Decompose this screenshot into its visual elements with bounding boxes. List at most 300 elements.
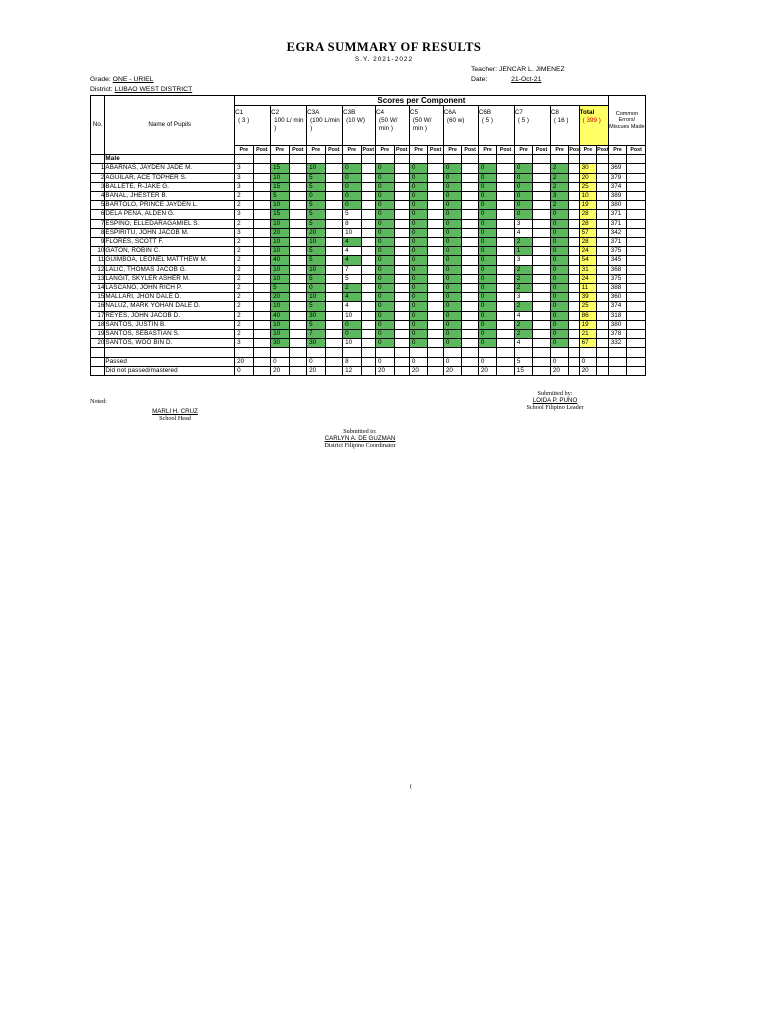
table-row (91, 302, 646, 311)
pre-header: Pre (443, 146, 462, 155)
errors-post (627, 265, 646, 274)
component-code: C1 (235, 109, 244, 116)
component-max: ( 16 ) (553, 117, 569, 125)
score-pre: 2 (235, 330, 254, 339)
score-post (289, 173, 306, 182)
score-pre: 0 (375, 210, 394, 219)
score-post (462, 192, 478, 201)
score-post (462, 284, 478, 293)
component-header (375, 106, 409, 146)
component-code: C6B (478, 109, 492, 116)
score-pre: 0 (550, 210, 569, 219)
score-pre: 0 (478, 311, 497, 320)
row-number: 1 (91, 164, 105, 173)
not-passed-row (91, 366, 646, 375)
score-post (597, 238, 609, 247)
blank-cell (443, 155, 462, 164)
score-post (533, 256, 550, 265)
table-row (91, 201, 646, 210)
score-post (253, 201, 270, 210)
score-post (361, 330, 375, 339)
component-header (550, 106, 579, 146)
score-post (569, 339, 579, 348)
score-pre: 0 (307, 284, 326, 293)
component-max: ( 5 ) (517, 117, 530, 125)
score-post (428, 302, 443, 311)
score-post (289, 256, 306, 265)
score-pre: 0 (514, 201, 533, 210)
blank-cell (91, 155, 105, 164)
noted-label: Noted: (90, 398, 107, 405)
pre-header: Pre (271, 146, 290, 155)
district-value: LUBAO WEST DISTRICT (114, 86, 193, 93)
pupil-name: ESPIRITU, JOHN JACOB M. (105, 228, 235, 237)
pre-header: Pre (579, 146, 596, 155)
score-pre: 20 (579, 173, 596, 182)
component-max: (50 W/ min ) (412, 117, 432, 133)
table-row (91, 247, 646, 256)
score-pre: 0 (375, 330, 394, 339)
component-header (478, 106, 514, 146)
blank-cell (597, 357, 609, 366)
blank-cell (361, 155, 375, 164)
row-number: 20 (91, 339, 105, 348)
score-pre: 5 (307, 201, 326, 210)
score-pre: 0 (409, 164, 428, 173)
score-pre: 10 (343, 228, 362, 237)
score-pre: 0 (343, 201, 362, 210)
blank-cell (91, 348, 105, 357)
score-pre: 0 (443, 238, 462, 247)
score-pre: 0 (443, 311, 462, 320)
score-pre: 0 (443, 228, 462, 237)
blank-cell (443, 348, 462, 357)
score-pre: 0 (514, 210, 533, 219)
blank-cell (514, 348, 533, 357)
errors-pre: 375 (608, 274, 627, 283)
score-pre: 10 (307, 293, 326, 302)
score-post (462, 293, 478, 302)
component-code: C5 (409, 109, 418, 116)
score-pre: 2 (514, 274, 533, 283)
footer-mark: ( (410, 783, 413, 790)
coordinator-name: CARLYN A. DE GUZMAN (324, 435, 396, 442)
row-number: 4 (91, 192, 105, 201)
score-post (361, 238, 375, 247)
score-pre: 28 (579, 238, 596, 247)
table-row (91, 182, 646, 191)
score-pre: 2 (550, 201, 569, 210)
score-pre: 2 (235, 284, 254, 293)
score-post (569, 256, 579, 265)
score-pre: 0 (375, 274, 394, 283)
score-pre: 2 (550, 164, 569, 173)
blank-cell (569, 366, 579, 375)
score-pre: 2 (235, 201, 254, 210)
errors-post (627, 238, 646, 247)
blank-cell (428, 357, 443, 366)
blank-cell (608, 155, 627, 164)
blank-cell (533, 366, 550, 375)
score-pre: 2 (514, 265, 533, 274)
score-post (361, 265, 375, 274)
score-pre: 20 (271, 293, 290, 302)
blank-cell (478, 155, 497, 164)
errors-pre: 371 (608, 219, 627, 228)
score-post (289, 339, 306, 348)
score-pre: 0 (375, 339, 394, 348)
score-post (361, 256, 375, 265)
score-post (462, 182, 478, 191)
score-post (325, 201, 342, 210)
pupil-name: GUIMBOA, LEONEL MATTHEW M. (105, 256, 235, 265)
teacher-line (471, 66, 565, 73)
errors-pre: 342 (608, 228, 627, 237)
score-pre: 15 (271, 164, 290, 173)
blank-cell (325, 366, 342, 375)
score-pre: 4 (343, 293, 362, 302)
score-pre: 0 (550, 247, 569, 256)
pre-header: Pre (514, 146, 533, 155)
passed-row-value: 0 (307, 357, 326, 366)
blank-cell (533, 357, 550, 366)
score-pre: 5 (307, 274, 326, 283)
school-head-role: School Head (159, 415, 191, 422)
component-header (343, 106, 376, 146)
score-post (325, 219, 342, 228)
component-header (514, 106, 550, 146)
score-post (428, 238, 443, 247)
not-passed-row-value: 15 (514, 366, 533, 375)
table-row (91, 164, 646, 173)
score-post (394, 330, 409, 339)
post-header: Post (597, 147, 609, 153)
score-post (394, 247, 409, 256)
score-pre: 10 (271, 330, 290, 339)
score-post (462, 311, 478, 320)
pupil-name: GATON, ROBIN C. (105, 247, 235, 256)
score-pre: 30 (307, 339, 326, 348)
score-post (394, 265, 409, 274)
score-post (325, 265, 342, 274)
score-pre: 0 (550, 228, 569, 237)
blank-cell (497, 155, 514, 164)
score-pre: 0 (375, 293, 394, 302)
post-header: Post (429, 147, 442, 153)
score-post (325, 192, 342, 201)
score-pre: 0 (443, 302, 462, 311)
score-pre: 40 (271, 256, 290, 265)
component-max: (100 L/min ) (310, 117, 340, 133)
score-post (253, 302, 270, 311)
errors-pre: 360 (608, 293, 627, 302)
blank-cell (394, 357, 409, 366)
post-header: Post (627, 146, 646, 155)
score-pre: 0 (343, 320, 362, 329)
score-pre: 10 (271, 274, 290, 283)
grade-value: ONE - URIEL (112, 76, 154, 83)
not-passed-row-value: 20 (409, 366, 428, 375)
not-passed-row-value: 12 (343, 366, 362, 375)
blank-cell (428, 155, 443, 164)
score-post (394, 192, 409, 201)
component-header (271, 106, 307, 146)
score-post (533, 173, 550, 182)
not-passed-row-value: 20 (375, 366, 394, 375)
score-post (497, 265, 514, 274)
score-pre: 2 (235, 320, 254, 329)
score-post (394, 173, 409, 182)
score-post (325, 210, 342, 219)
score-pre: 0 (409, 182, 428, 191)
score-post (361, 210, 375, 219)
score-post (361, 247, 375, 256)
scores-header: Scores per Component (235, 96, 609, 106)
post-header: Post (362, 147, 375, 153)
score-post (253, 284, 270, 293)
score-pre: 0 (409, 320, 428, 329)
score-pre: 0 (307, 192, 326, 201)
score-pre: 19 (579, 201, 596, 210)
blank-cell (550, 155, 569, 164)
score-pre: 0 (409, 219, 428, 228)
score-pre: 0 (550, 284, 569, 293)
pre-header: Pre (307, 146, 326, 155)
score-post (569, 192, 579, 201)
score-pre: 20 (271, 228, 290, 237)
score-pre: 0 (443, 192, 462, 201)
score-pre: 0 (409, 247, 428, 256)
score-post (533, 265, 550, 274)
score-pre: 10 (271, 247, 290, 256)
score-pre: 10 (343, 311, 362, 320)
component-max: 100 L/ min ) (274, 117, 304, 133)
score-post (533, 320, 550, 329)
post-header: Post (395, 147, 408, 153)
table-row (91, 173, 646, 182)
score-post (253, 330, 270, 339)
blank-cell (325, 155, 342, 164)
score-pre: 0 (478, 330, 497, 339)
score-post (597, 228, 609, 237)
errors-post (627, 320, 646, 329)
score-post (325, 228, 342, 237)
table-row (91, 238, 646, 247)
score-pre: 2 (235, 192, 254, 201)
table-row (91, 274, 646, 283)
page-title: EGRA SUMMARY OF RESULTS (286, 40, 482, 54)
score-pre: 25 (579, 182, 596, 191)
score-pre: 8 (343, 219, 362, 228)
score-post (289, 164, 306, 173)
score-pre: 0 (375, 173, 394, 182)
score-pre: 3 (550, 192, 569, 201)
score-pre: 0 (550, 320, 569, 329)
score-pre: 0 (443, 339, 462, 348)
score-post (289, 247, 306, 256)
post-header: Post (289, 146, 306, 155)
score-post (533, 330, 550, 339)
school-head-block (120, 408, 230, 422)
score-pre: 0 (375, 284, 394, 293)
score-post (325, 320, 342, 329)
score-post (361, 284, 375, 293)
score-pre: 0 (343, 164, 362, 173)
score-post (597, 265, 609, 274)
score-post (597, 274, 609, 283)
pupil-name: LALIC, THOMAS JACOB G. (105, 265, 235, 274)
score-post (533, 311, 550, 320)
blank-cell (361, 366, 375, 375)
score-post (597, 182, 609, 191)
errors-pre: 371 (608, 238, 627, 247)
errors-post (627, 219, 646, 228)
score-pre: 2 (235, 302, 254, 311)
blank-cell (569, 348, 579, 357)
score-post (361, 182, 375, 191)
score-pre: 2 (343, 284, 362, 293)
passed-row-value: 0 (375, 357, 394, 366)
blank-cell (627, 357, 646, 366)
score-pre: 24 (579, 247, 596, 256)
score-post (361, 311, 375, 320)
score-pre: 0 (409, 210, 428, 219)
score-pre: 0 (478, 201, 497, 210)
score-post (597, 302, 609, 311)
score-pre: 5 (307, 219, 326, 228)
score-pre: 0 (443, 320, 462, 329)
score-post (597, 201, 609, 210)
passed-row-value: 20 (235, 357, 254, 366)
score-pre: 30 (307, 311, 326, 320)
score-pre: 0 (550, 219, 569, 228)
table-row (91, 339, 646, 348)
score-pre: 0 (550, 311, 569, 320)
score-post (361, 302, 375, 311)
score-pre: 5 (271, 192, 290, 201)
score-pre: 0 (409, 228, 428, 237)
post-header: Post (533, 146, 550, 155)
blank-cell (428, 366, 443, 375)
score-pre: 15 (271, 210, 290, 219)
blank-cell (394, 366, 409, 375)
score-pre: 10 (271, 265, 290, 274)
row-number: 8 (91, 228, 105, 237)
score-pre: 5 (271, 284, 290, 293)
score-post (361, 219, 375, 228)
blank-cell (307, 348, 326, 357)
score-pre: 1 (514, 247, 533, 256)
score-post (497, 256, 514, 265)
score-post (428, 182, 443, 191)
component-max: ( 5 ) (481, 117, 494, 125)
score-post (325, 339, 342, 348)
score-post (533, 339, 550, 348)
score-pre: 2 (235, 219, 254, 228)
blank-cell (597, 155, 609, 164)
score-post (597, 311, 609, 320)
pupil-name: LASCANO, JOHN RICH P. (105, 284, 235, 293)
blank-cell (343, 348, 362, 357)
score-pre: 3 (514, 256, 533, 265)
row-number: 12 (91, 265, 105, 274)
post-header: Post (462, 146, 478, 155)
passed-row-label: Passed (105, 357, 235, 366)
score-post (597, 164, 609, 173)
score-pre: 2 (235, 238, 254, 247)
score-post (462, 256, 478, 265)
post-header: Post (325, 146, 342, 155)
score-post (569, 173, 579, 182)
score-post (462, 219, 478, 228)
score-pre: 2 (235, 265, 254, 274)
score-post (428, 210, 443, 219)
pupil-name: SANTOS, SEBASTIAN S. (105, 330, 235, 339)
errors-pre: 371 (608, 210, 627, 219)
score-post (289, 302, 306, 311)
score-post (597, 320, 609, 329)
submitted-to-label: Submitted to: (343, 428, 377, 435)
score-pre: 2 (514, 302, 533, 311)
score-post (289, 182, 306, 191)
score-pre: 10 (343, 339, 362, 348)
score-post (428, 201, 443, 210)
score-post (253, 339, 270, 348)
score-pre: 15 (271, 182, 290, 191)
errors-post (627, 182, 646, 191)
score-pre: 3 (235, 339, 254, 348)
blank-cell (325, 348, 342, 357)
score-post (325, 302, 342, 311)
row-number: 10 (91, 247, 105, 256)
gender-label: Male (105, 155, 235, 164)
errors-post (627, 330, 646, 339)
grade-line (90, 76, 153, 83)
errors-pre: 374 (608, 302, 627, 311)
score-pre: 0 (409, 274, 428, 283)
score-pre: 2 (514, 238, 533, 247)
passed-row-value: 8 (343, 357, 362, 366)
score-post (253, 182, 270, 191)
score-pre: 4 (514, 311, 533, 320)
score-post (533, 219, 550, 228)
errors-header: Common Errors/ Miscues Made (608, 96, 645, 146)
score-pre: 2 (235, 293, 254, 302)
teacher-name: JENCAR L. JIMENEZ (498, 66, 565, 73)
passed-row-value: 0 (550, 357, 569, 366)
score-post (361, 192, 375, 201)
score-pre: 0 (443, 330, 462, 339)
blank-cell (343, 155, 362, 164)
errors-pre: 380 (608, 320, 627, 329)
score-post (569, 311, 579, 320)
score-post (497, 339, 514, 348)
score-pre: 0 (409, 284, 428, 293)
score-post (289, 238, 306, 247)
component-code: C3B (343, 109, 356, 116)
score-post (253, 256, 270, 265)
score-post (497, 164, 514, 173)
pre-header: Pre (550, 146, 569, 155)
blank-cell (497, 348, 514, 357)
score-pre: 0 (375, 311, 394, 320)
score-post (569, 330, 579, 339)
blank-cell (462, 366, 478, 375)
blank-cell (271, 348, 290, 357)
score-post (569, 247, 579, 256)
score-post (394, 164, 409, 173)
not-passed-row-value: 20 (550, 366, 569, 375)
